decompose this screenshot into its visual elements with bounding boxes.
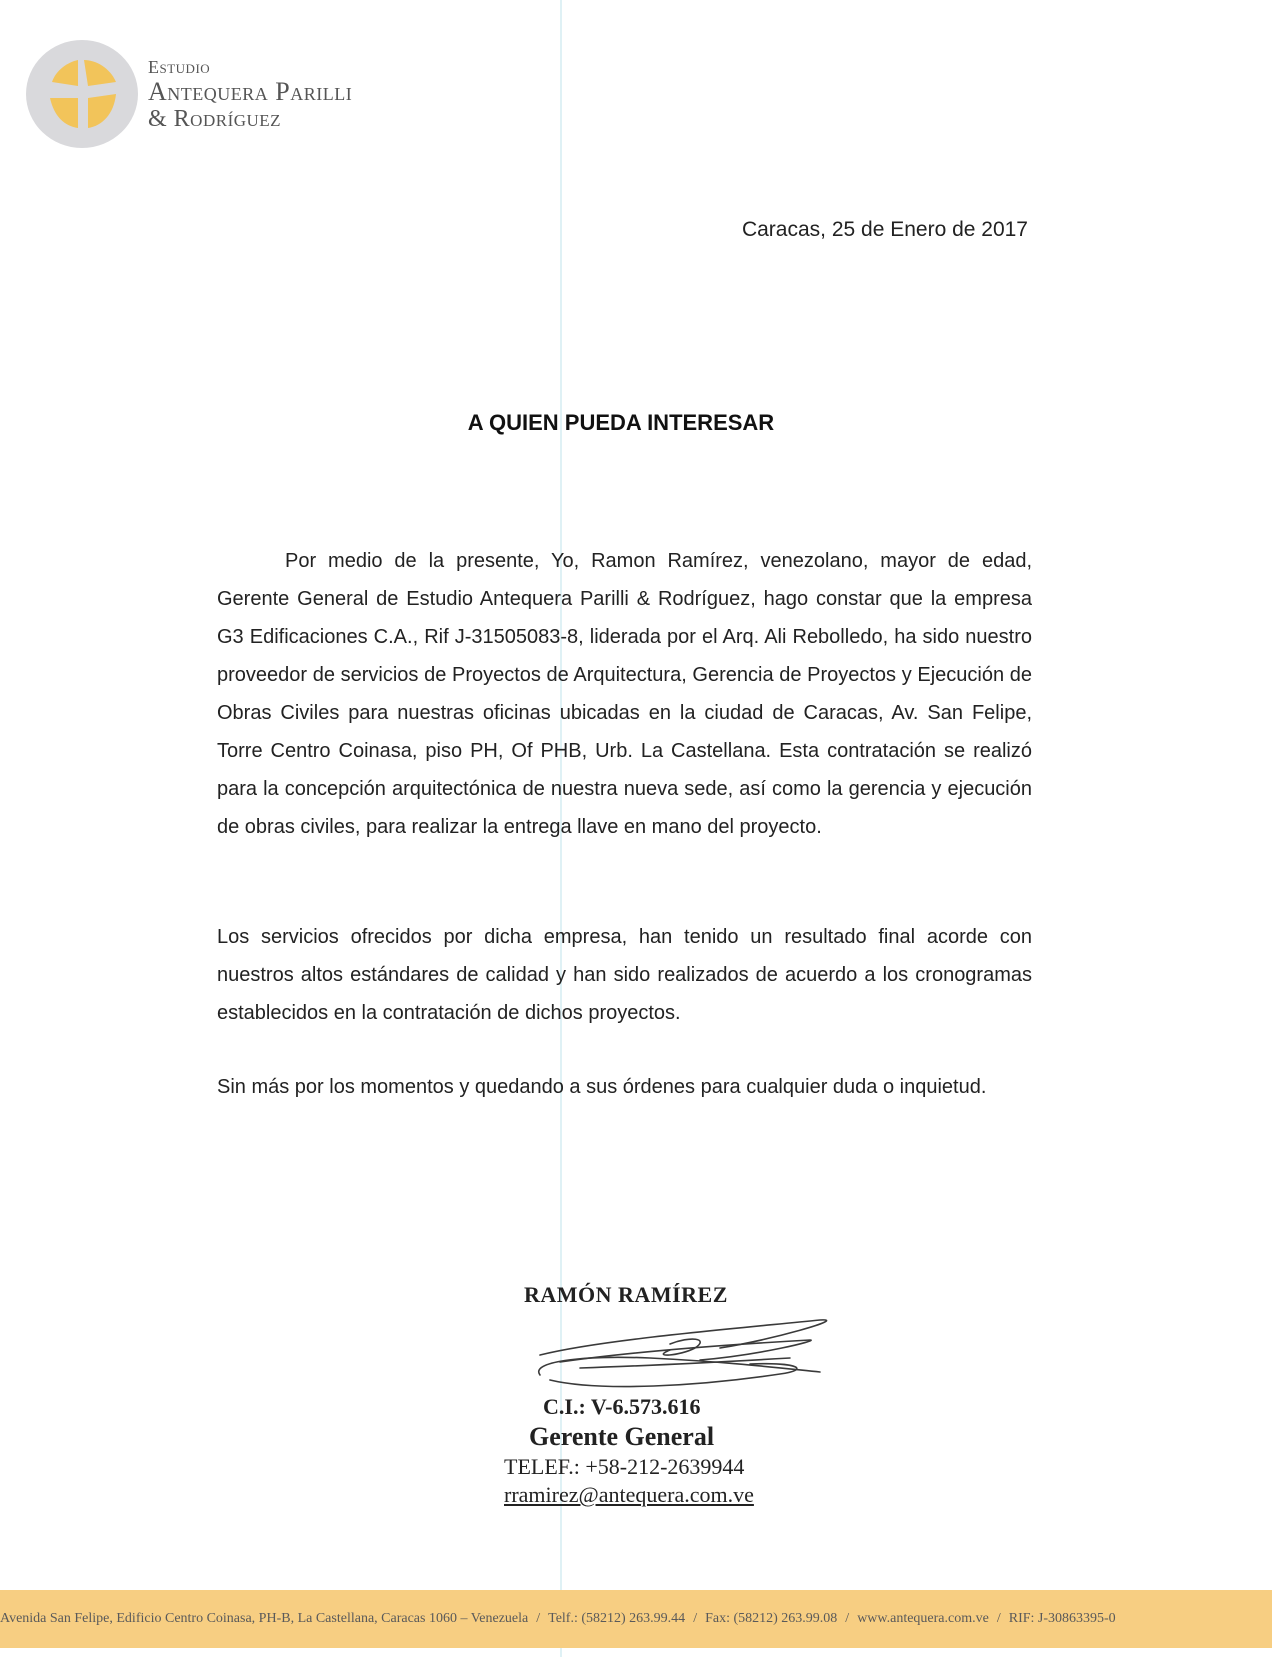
footer-address: Avenida San Felipe, Edificio Centro Coinasa, PH-B, La Castellana, Caracas 1060 – Venezuela <box>0 1611 529 1626</box>
body-paragraph-3: Sin más por los momentos y quedando a sus órdenes para cualquier duda o inquietud. <box>217 1076 987 1098</box>
footer-separator: / <box>845 1611 850 1626</box>
body-paragraph-2: Los servicios ofrecidos por dicha empresa, han tenido un resultado final acorde con nuestros altos estándares de calidad y han sido realizados de acuerdo a los cronogramas establecidos en la contratación de dichos proyectos. <box>217 926 1032 1024</box>
body-paragraph-1: Por medio de la presente, Yo, Ramon Ramírez, venezolano, mayor de edad, Gerente General de Estudio Antequera Parilli & Rodríguez, hago constar que la empresa G3 Edificaciones C.A., Rif J-31505083-8, liderada por el Arq. Ali Rebolledo, ha sido nuestro proveedor de servicios de Proyectos de Arquitectura, Gerencia de Proyectos y Ejecución de Obras Civiles para nuestras oficinas ubicadas en la ciudad de Caracas, Av. San Felipe, Torre Centro Coinasa, piso PH, Of PHB, Urb. La Castellana. Esta contratación se realizó para la concepción arquitectónica de nuestra nueva sede, así como la gerencia y ejecución de obras civiles, para realizar la entrega llave en mano del proyecto. <box>217 550 1032 838</box>
brand-line-1: Estudio <box>148 57 211 77</box>
studio-logo-icon <box>22 34 144 152</box>
signatory-email-link[interactable]: rramirez@antequera.com.ve <box>504 1482 754 1507</box>
handwritten-signature <box>520 1300 850 1400</box>
footer-separator: / <box>536 1611 541 1626</box>
footer-separator: / <box>693 1611 698 1626</box>
footer-rif: RIF: J-30863395-0 <box>1008 1611 1116 1626</box>
footer-phone: Telf.: (58212) 263.99.44 <box>548 1611 686 1626</box>
signatory-name: RAMÓN RAMÍREZ <box>524 1282 728 1307</box>
letter-date: Caracas, 25 de Enero de 2017 <box>741 218 1028 241</box>
footer-separator: / <box>996 1611 1001 1626</box>
signatory-title: Gerente General <box>529 1422 715 1451</box>
letter-footer <box>0 1590 1272 1648</box>
signatory-id: C.I.: V-6.573.616 <box>543 1394 701 1419</box>
letter-subject: A QUIEN PUEDA INTERESAR <box>467 410 775 435</box>
letterhead-brand <box>148 58 352 133</box>
footer-website-link[interactable]: www.antequera.com.ve <box>857 1611 989 1626</box>
signatory-phone: TELEF.: +58-212-2639944 <box>504 1454 745 1479</box>
footer-fax: Fax: (58212) 263.99.08 <box>705 1611 838 1626</box>
brand-line-2: Antequera Parilli <box>148 76 353 106</box>
brand-line-3: & Rodríguez <box>148 106 282 133</box>
